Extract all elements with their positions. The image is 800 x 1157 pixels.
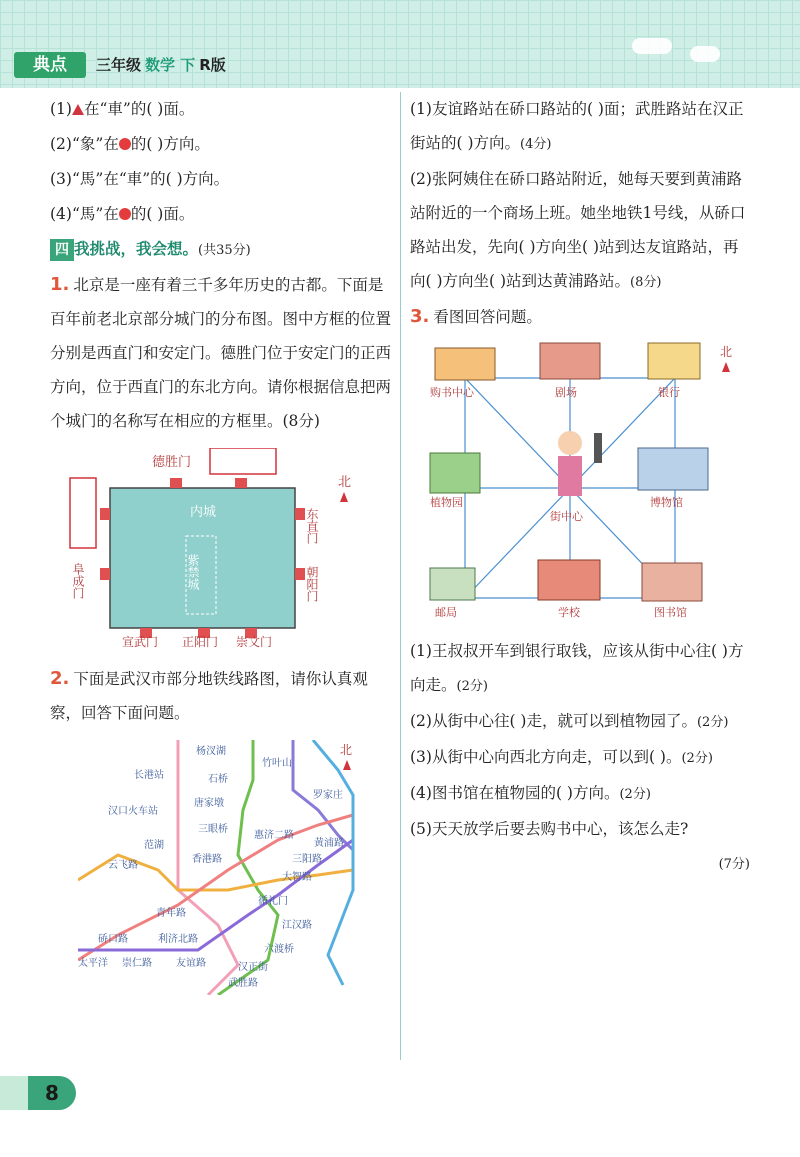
question-1: 1. 北京是一座有着三千多年历史的古都。下面是百年前老北京部分城门的分布图。图中方框的位置分别是西直门和安定门。德胜门位于安定门的正西方向，位于西直门的东北方向。请你根据信息把两个城门的名称写在相应的方框里。(8分) xyxy=(50,274,392,430)
svg-text:博物馆: 博物馆 xyxy=(650,496,683,509)
q3-part5: (5)天天放学后要去购书中心，该怎么走? xyxy=(410,820,689,838)
street-center-map xyxy=(410,338,740,628)
andingmen-blank-box[interactable] xyxy=(210,448,276,474)
north-arrow-icon xyxy=(722,362,730,372)
station-label: 汉正街 xyxy=(238,962,268,973)
station-label: 大智路 xyxy=(282,872,312,883)
station-label: 云飞路 xyxy=(108,860,138,871)
gate-marker xyxy=(170,478,182,488)
fuchengmen-label: 阜成门 xyxy=(71,563,85,599)
svg-text:银行: 银行 xyxy=(658,386,680,399)
station-label: 友谊路 xyxy=(176,958,206,969)
center-label: 街中心 xyxy=(550,510,583,523)
deshengmen-label: 德胜门 xyxy=(152,455,192,470)
question-line: (2)“象”在 的( )方向。 xyxy=(50,135,210,153)
station-label: 江汉路 xyxy=(282,920,312,931)
svg-text:图书馆: 图书馆 xyxy=(654,606,687,619)
zijincheng-label: 紫禁城 xyxy=(186,554,200,590)
question-line: (3)“馬”在“車”的( )方向。 xyxy=(50,170,230,188)
station-label: 利济北路 xyxy=(158,934,198,945)
q3-part1: (1)王叔叔开车到银行取钱，应该从街中心往( )方向走。(2分) xyxy=(410,642,744,694)
chongwenmen-label: 崇文门 xyxy=(236,635,273,648)
neicheng-label: 内城 xyxy=(190,505,217,520)
svg-text:学校: 学校 xyxy=(558,606,580,619)
xizhimen-blank-box[interactable] xyxy=(70,478,96,548)
north-label: 北 xyxy=(338,475,352,490)
svg-text:邮局: 邮局 xyxy=(435,606,457,619)
wuhan-metro-map xyxy=(78,740,368,995)
station-label: 香港路 xyxy=(192,854,222,865)
question-line: (4)“馬”在 的( )面。 xyxy=(50,205,195,223)
post-office xyxy=(430,568,475,619)
station-label: 硚口路 xyxy=(98,934,128,945)
question-2: 2. 下面是武汉市部分地铁线路图，请你认真观察，回答下面问题。 xyxy=(50,668,368,722)
station-label: 罗家庄 xyxy=(313,790,343,801)
station-label: 太平洋 xyxy=(78,958,108,969)
museum-building xyxy=(638,448,708,509)
right-column xyxy=(410,92,750,882)
section-heading: 四 我挑战，我会想。(共35分) xyxy=(50,232,395,268)
column-divider xyxy=(400,92,401,1060)
beijing-gate-map xyxy=(60,448,380,648)
station-label: 长港站 xyxy=(134,770,164,781)
gate-marker xyxy=(100,508,110,520)
station-label: 武胜路 xyxy=(228,978,258,989)
station-label: 唐家墩 xyxy=(194,798,224,809)
q3-part3: (3)从街中心向西北方向走，可以到( )。(2分) xyxy=(410,748,713,766)
station-label: 崇仁路 xyxy=(122,958,152,969)
svg-text:购书中心: 购书中心 xyxy=(430,386,474,399)
gate-marker xyxy=(295,568,305,580)
bookstore-building xyxy=(430,348,495,399)
page-header xyxy=(0,0,800,88)
station-label: 三阳路 xyxy=(292,854,322,865)
station-label: 青年路 xyxy=(156,908,186,919)
svg-text:植物园: 植物园 xyxy=(430,496,463,509)
station-label: 竹叶山 xyxy=(262,758,292,769)
station-label: 范湖 xyxy=(144,840,164,851)
gate-marker xyxy=(100,568,110,580)
station-label: 杨汊湖 xyxy=(196,746,226,757)
page-number: 8 xyxy=(28,1076,76,1110)
question-3: 3. 看图回答问题。 xyxy=(410,306,542,327)
left-column xyxy=(50,92,395,995)
library-building xyxy=(642,563,702,619)
brand-logo: 典点 xyxy=(14,52,86,78)
xuanwumen-label: 宣武门 xyxy=(122,635,159,648)
chaoyangmen-label: 朝阳门 xyxy=(305,566,319,602)
north-label: 北 xyxy=(340,743,353,757)
north-arrow-icon xyxy=(343,760,351,770)
station-label: 黄浦路 xyxy=(314,838,344,849)
bank-building xyxy=(648,343,700,399)
theater-building xyxy=(540,343,600,399)
station-label: 汉口火车站 xyxy=(108,806,158,817)
botanical-garden xyxy=(430,453,480,509)
gate-marker xyxy=(235,478,247,488)
q3-part4: (4)图书馆在植物园的( )方向。(2分) xyxy=(410,784,651,802)
north-label: 北 xyxy=(720,345,733,359)
dongzhimen-label: 东直门 xyxy=(305,508,319,544)
north-arrow-icon xyxy=(340,492,348,502)
school-building xyxy=(538,560,600,619)
cloud-decoration xyxy=(632,38,672,54)
zhengyangmen-label: 正阳门 xyxy=(182,635,219,648)
question-line: (1) 在“車”的( )面。 xyxy=(50,100,195,118)
red-triangle-icon xyxy=(72,104,84,115)
station-label: 惠济二路 xyxy=(254,830,294,841)
q3-part2: (2)从街中心往( )走，就可以到植物园了。(2分) xyxy=(410,712,729,730)
grade-label: 三年级 数学 下 R版 xyxy=(96,56,226,74)
q3-part5-points: (7分) xyxy=(718,857,750,872)
station-label: 六渡桥 xyxy=(264,944,294,955)
traffic-officer xyxy=(558,431,602,496)
svg-text:剧场: 剧场 xyxy=(555,386,577,399)
cloud-decoration xyxy=(690,46,720,62)
q2-part1: (1)友谊路站在硚口路站的( )面；武胜路站在汉正街站的( )方向。(4分) xyxy=(410,100,744,152)
station-label: 循礼门 xyxy=(258,896,288,907)
red-dot-icon xyxy=(119,138,131,150)
station-label: 石桥 xyxy=(208,774,228,785)
q2-part2: (2)张阿姨住在硚口路站附近，她每天要到黄浦路站附近的一个商场上班。她坐地铁1号线，从硚口路站出发，先向( )方向坐( )站到达友谊路站，再向( )方向坐( )站到达黄浦路站。(8分) xyxy=(410,170,746,290)
station-label: 三眼桥 xyxy=(198,824,228,835)
red-dot-icon xyxy=(119,208,131,220)
gate-marker xyxy=(295,508,305,520)
